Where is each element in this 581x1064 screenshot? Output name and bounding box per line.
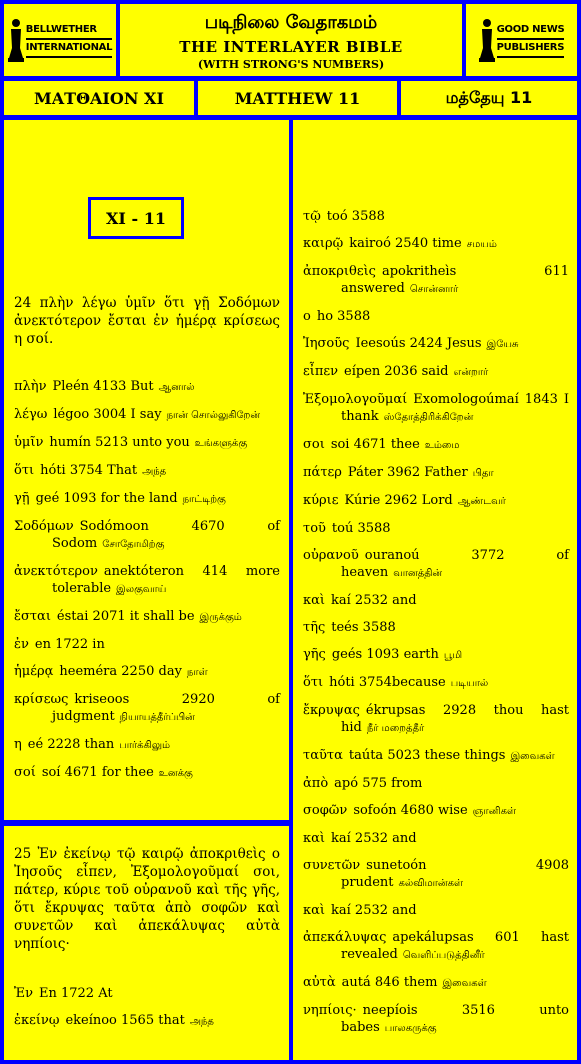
greek-word: πάτερ (303, 465, 342, 480)
tamil-gloss: நீர் மறைத்தீர் (366, 723, 425, 734)
word-entry (303, 363, 569, 381)
greek-word: σοί (14, 765, 36, 780)
right-logo-panel (466, 4, 577, 76)
statue-icon (8, 18, 24, 62)
tamil-gloss: உம்மை (424, 440, 460, 451)
word-entry (303, 520, 569, 537)
left-logo-panel (4, 4, 116, 76)
word-entry (14, 636, 280, 653)
word-entry (14, 764, 280, 782)
word-entry (303, 619, 569, 636)
title-panel (120, 4, 462, 76)
greek-word: καὶ (303, 831, 326, 846)
word-entry (303, 592, 569, 609)
chapter-tamil: மத்தேயு 11 (445, 87, 533, 107)
word-entry (303, 235, 569, 253)
word-entry (14, 736, 280, 754)
tamil-gloss: இருக்கும் (199, 612, 242, 623)
greek-word: αὐτὰ (303, 975, 336, 990)
english-gloss: Exomologoúmaí 1843 I thank (341, 392, 569, 424)
title-tamil: படிநிலை வேதாகமம் (204, 12, 378, 33)
word-entry (303, 929, 569, 964)
word-entry (303, 974, 569, 992)
tamil-gloss: என்றார் (453, 367, 489, 378)
english-gloss: eípen 2036 said (344, 364, 449, 379)
word-entry (14, 563, 280, 598)
english-gloss: Pleén 4133 But (52, 379, 154, 394)
english-gloss: neepíois 3516 unto babes (341, 1003, 569, 1035)
greek-word: τοῦ (303, 521, 326, 536)
greek-word: Ἰησοῦς (303, 336, 350, 351)
word-entry (303, 1002, 569, 1037)
logo-right-line2: PUBLISHERS (497, 40, 565, 58)
word-entry (303, 902, 569, 919)
greek-word: σοι (303, 437, 325, 452)
word-entry (303, 391, 569, 426)
greek-word: η (14, 737, 22, 752)
greek-word: λέγω (14, 407, 48, 422)
english-gloss: kaí 2532 and (331, 831, 417, 846)
word-entry (303, 747, 569, 765)
word-entry (14, 378, 280, 396)
greek-word: ἀποκριθεὶς (303, 264, 376, 279)
tamil-gloss: சொன்னார் (409, 284, 459, 295)
english-gloss: kaí 2532 and (331, 903, 417, 918)
tamil-gloss: இயேசு (486, 339, 519, 350)
word-entry (303, 646, 569, 664)
word-entry (303, 830, 569, 847)
greek-word: ταῦτα (303, 748, 343, 763)
word-entry (303, 208, 569, 225)
title-english: THE INTERLAYER BIBLE (179, 38, 403, 56)
english-gloss: geés 1093 earth (331, 647, 439, 662)
english-gloss: kairoó 2540 time (349, 236, 462, 251)
greek-word: ἔκρυψας (303, 703, 360, 718)
tamil-gloss: ஸ்தோத்திரிக்கிறேன் (383, 412, 474, 423)
greek-word: καὶ (303, 903, 326, 918)
greek-word: ἐκείνῳ (14, 1013, 60, 1028)
word-entry (303, 702, 569, 737)
word-entry (14, 434, 280, 452)
word-entry (14, 518, 280, 553)
greek-word: κύριε (303, 493, 339, 508)
tamil-gloss: இவைகள் (510, 751, 555, 762)
english-gloss: En 1722 At (39, 986, 113, 1001)
greek-word: ἐν (14, 637, 29, 652)
english-gloss: ho 3588 (316, 309, 371, 324)
logo-left-line2: INTERNATIONAL (26, 40, 112, 58)
greek-word: καιρῷ (303, 236, 344, 251)
word-entry (14, 608, 280, 626)
english-gloss: kriseoos 2920 of judgment (52, 692, 280, 724)
greek-word: γῇ (14, 491, 30, 506)
tamil-gloss: உங்களுக்கு (194, 438, 248, 449)
verse-25-entries-right (303, 208, 569, 1047)
tamil-gloss: சோதோமிற்கு (102, 539, 165, 550)
word-entry (303, 547, 569, 582)
english-gloss: ékrupsas 2928 thou hast hid (341, 703, 569, 735)
english-gloss: sofoón 4680 wise (353, 803, 468, 818)
greek-word: ἡμέρᾳ (14, 664, 54, 679)
tamil-gloss: படியால் (450, 678, 489, 689)
chapter-english: MATTHEW 11 (234, 88, 361, 108)
bellwether-logo (8, 18, 112, 62)
greek-word: σοφῶν (303, 803, 348, 818)
english-gloss: taúta 5023 these things (348, 748, 506, 763)
greek-word: ἔσται (14, 609, 51, 624)
tamil-gloss: அந்த (142, 466, 167, 477)
greek-word: οὐρανοῦ (303, 548, 359, 563)
tamil-gloss: ஆண்டவர் (457, 496, 506, 507)
word-entry (14, 462, 280, 480)
subtitle: (WITH STRONG'S NUMBERS) (197, 58, 385, 71)
english-gloss: en 1722 in (34, 637, 105, 652)
tamil-gloss: உனக்கு (158, 768, 193, 779)
english-gloss: Kúrie 2962 Lord (344, 493, 453, 508)
word-entry (14, 1012, 280, 1030)
english-gloss: ouranoú 3772 of heaven (341, 548, 569, 580)
chapter-greek: ΜΑΤΘΑΙΟΝ XI (34, 88, 164, 108)
word-entry (303, 775, 569, 792)
english-gloss: éstai 2071 it shall be (56, 609, 195, 624)
greek-word: ὅτι (303, 675, 324, 690)
greek-word: ὅτι (14, 463, 35, 478)
word-entry (14, 663, 280, 681)
english-gloss: Páter 3962 Father (347, 465, 468, 480)
chapter-mark (88, 197, 184, 239)
english-gloss: apokritheìs 611 answered (341, 264, 569, 296)
english-gloss: légoo 3004 I say (53, 407, 162, 422)
english-gloss: soi 4671 thee (330, 437, 420, 452)
word-entry (303, 802, 569, 820)
statue-icon (479, 18, 495, 62)
tamil-gloss: நாள் (186, 667, 208, 678)
tamil-gloss: வானத்தின் (393, 568, 443, 579)
english-gloss: kaí 2532 and (331, 593, 417, 608)
greek-word: κρίσεως (14, 692, 69, 707)
tamil-gloss: பார்க்கிலும் (119, 740, 171, 751)
tamil-gloss: அந்த (189, 1016, 214, 1027)
english-gloss: toú 3588 (331, 521, 391, 536)
english-gloss: Sodómoon 4670 of Sodom (52, 519, 280, 551)
english-gloss: geé 1093 for the land (35, 491, 178, 506)
verse-25-entries-left (14, 985, 280, 1040)
greek-word: τῷ (303, 209, 321, 224)
greek-word: Σοδόμων (14, 519, 74, 534)
good-news-logo (479, 18, 565, 62)
word-entry (303, 464, 569, 482)
english-gloss: teés 3588 (331, 620, 396, 635)
chapter-header-english (198, 81, 397, 115)
greek-word: εἶπεν (303, 364, 339, 379)
logo-left-line1: BELLWETHER (26, 22, 112, 40)
english-gloss: Ieesoús 2424 Jesus (355, 336, 482, 351)
english-gloss: sunetoón 4908 prudent (341, 858, 569, 890)
word-entry (303, 263, 569, 298)
greek-word: γῆς (303, 647, 326, 662)
english-gloss: eé 2228 than (27, 737, 115, 752)
tamil-gloss: ஞானிகள் (472, 806, 517, 817)
word-entry (303, 857, 569, 892)
word-entry (14, 490, 280, 508)
tamil-gloss: பூமி (443, 650, 463, 661)
word-entry (14, 985, 280, 1002)
english-gloss: toó 3588 (326, 209, 385, 224)
tamil-gloss: பாலகருக்கு (384, 1023, 437, 1034)
word-entry (303, 335, 569, 353)
tamil-gloss: இலகுவாய் (116, 584, 167, 595)
word-entry (14, 406, 280, 424)
word-entry (303, 492, 569, 510)
verse-24-text: 24 πλὴν λέγω ὑμῖν ὅτι γῇ Σοδόμων ἀνεκτότερον ἔσται ἐν ἡμέρᾳ κρίσεως η σοί. (14, 295, 280, 347)
greek-word: ο (303, 309, 311, 324)
chapter-header-greek (4, 81, 194, 115)
greek-word: τῆς (303, 620, 326, 635)
greek-word: Ἐν (14, 986, 33, 1001)
tamil-gloss: சமயம் (466, 239, 497, 250)
english-gloss: soí 4671 for thee (41, 765, 154, 780)
word-entry (303, 436, 569, 454)
word-entry (303, 674, 569, 692)
chapter-header-tamil (401, 81, 577, 115)
word-entry (303, 308, 569, 325)
greek-word: συνετῶν (303, 858, 361, 873)
verse-25-text: 25 Ἐν ἐκείνῳ τῷ καιρῷ ἀποκριθεὶς ο Ἰησοῦς εἶπεν, Ἐξομολογοῦμαί σοι, πάτερ, κύριε τοῦ οὐρανοῦ καὶ τῆς γῆς, ὅτι ἔκρυψας ταῦτα ἀπὸ σοφῶν καὶ συνετῶν καὶ ἀπεκάλυψας αὐτὰ νηπίοις· (14, 846, 280, 952)
english-gloss: autá 846 them (341, 975, 438, 990)
english-gloss: hóti 3754 That (40, 463, 138, 478)
logo-right-line1: GOOD NEWS (497, 22, 565, 40)
english-gloss: humín 5213 unto you (49, 435, 190, 450)
tamil-gloss: நாட்டிற்கு (182, 494, 226, 505)
english-gloss: heeméra 2250 day (59, 664, 182, 679)
greek-word: ἀπὸ (303, 776, 329, 791)
greek-word: πλὴν (14, 379, 47, 394)
tamil-gloss: கல்விமான்கள் (398, 878, 463, 889)
chapter-mark-label: XI - 11 (106, 208, 166, 228)
greek-word: καὶ (303, 593, 326, 608)
greek-word: ἀπεκάλυψας (303, 930, 387, 945)
greek-word: Ἐξομολογοῦμαί (303, 392, 408, 407)
tamil-gloss: ஆனால் (158, 382, 195, 393)
tamil-gloss: இவைகள் (442, 978, 487, 989)
tamil-gloss: நான் சொல்லுகிறேன் (166, 410, 261, 421)
english-gloss: ekeínoo 1565 that (65, 1013, 185, 1028)
english-gloss: hóti 3754because (329, 675, 446, 690)
tamil-gloss: வெளிப்படுத்தினீர் (402, 950, 485, 961)
greek-word: νηπίοις· (303, 1003, 357, 1018)
tamil-gloss: நியாயத்தீர்ப்பின் (119, 712, 195, 723)
english-gloss: apó 575 from (334, 776, 423, 791)
word-entry (14, 691, 280, 726)
english-gloss: apekálupsas 601 hast revealed (341, 930, 569, 962)
english-gloss: anektóteron 414 more tolerable (52, 564, 280, 596)
verse-24-entries (14, 378, 280, 792)
greek-word: ὑμῖν (14, 435, 44, 450)
tamil-gloss: பிதா (472, 468, 494, 479)
greek-word: ἀνεκτότερον (14, 564, 98, 579)
